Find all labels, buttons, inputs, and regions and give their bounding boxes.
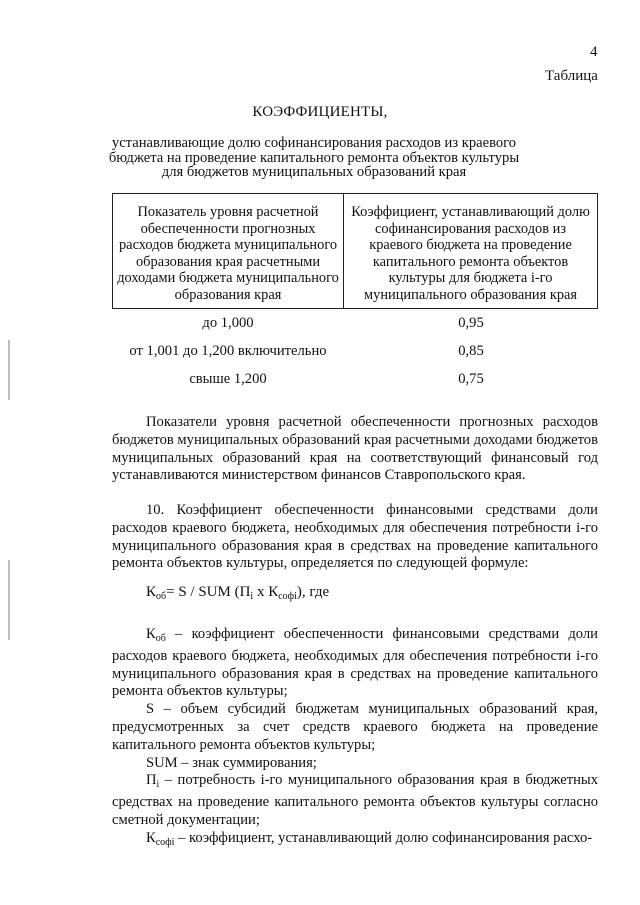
coefficients-table	[112, 193, 598, 393]
document-title: КОЭФФИЦИЕНТЫ,	[252, 104, 388, 120]
symbol: К	[146, 829, 156, 846]
table-row	[112, 365, 598, 393]
margin-mark	[8, 560, 10, 640]
table-header	[112, 193, 598, 309]
definition-kob	[112, 626, 598, 701]
definition-text: SUM – знак суммирования;	[146, 754, 317, 771]
header-coefficient: Коэффициент, устанавливающий долю софинансирования расходов из краевого бюджета на проведение капитального ремонта объектов культуры для бюджета i-го муниципального образования края	[351, 204, 590, 303]
header-indicator: Показатель уровня расчетной обеспеченности прогнозных расходов бюджета муниципального образования края расчетными доходами бюджета муниципального образования края	[113, 194, 344, 308]
table-row	[112, 337, 598, 365]
formula-x: х К	[253, 584, 279, 600]
definition-s	[112, 701, 598, 754]
paragraph-item-10	[112, 502, 598, 573]
definition-sum	[112, 755, 598, 773]
paragraph-indicators	[112, 414, 598, 485]
symbol-sub: об	[155, 633, 166, 644]
row-coefficient: 0,75	[458, 370, 484, 387]
formula-k-sub: об	[156, 591, 167, 602]
definition-ksofi	[112, 830, 598, 852]
formula-k: К	[146, 584, 157, 600]
definition-text: – коэффициент обеспеченности финансовыми средствами доли расходов краевого бюджета, необходимых для обеспечения потребности i-го муниципального образования края в средствах на проведение капитального ремонта объектов культуры;	[112, 626, 598, 700]
formula	[146, 584, 329, 602]
table-label: Таблица	[545, 68, 598, 84]
definition-text: – потребность i-го муниципального образования края в бюджетных средствах на проведение капитального ремонта объектов культуры согласно сметной документации;	[112, 772, 598, 828]
document-subtitle: устанавливающие долю софинансирования расходов из краевого бюджета на проведение капитального ремонта объектов культуры для бюджетов муниципальных образований края	[108, 135, 520, 180]
formula-end: ), где	[296, 584, 330, 600]
formula-mid: = S / SUM (П	[166, 584, 251, 600]
row-indicator: от 1,001 до 1,200 включительно	[129, 342, 327, 359]
symbol: П	[146, 772, 157, 789]
row-coefficient: 0,85	[458, 342, 484, 359]
definitions	[112, 626, 598, 852]
symbol: К	[146, 626, 156, 642]
formula-p-sub: i	[250, 591, 254, 602]
paragraph-text: 10. Коэффициент обеспеченности финансовыми средствами доли расходов краевого бюджета, необходимых для обеспечения потребности i-го муниципального образования края в средствах на проведение капитального ремонта объектов культуры, определяется по следующей формуле:	[112, 502, 598, 572]
row-indicator: до 1,000	[202, 314, 254, 331]
formula-c-sub: софi	[278, 591, 297, 602]
definition-text: S – объем субсидий бюджетам муниципальных образований края, предусмотренных за счет средств краевого бюджета на проведение капитального ремонта объектов культуры;	[112, 701, 598, 753]
symbol-sub: софi	[155, 836, 175, 848]
margin-mark	[8, 340, 10, 400]
row-coefficient: 0,95	[458, 314, 484, 331]
definition-text: – коэффициент, устанавливающий долю софинансирования расхо-	[174, 829, 593, 846]
symbol-sub: i	[156, 779, 160, 791]
paragraph-text: Показатели уровня расчетной обеспеченности прогнозных расходов бюджетов муниципальных образований края расчетными доходами бюджетов муниципальных образований края на соответствующий финансовый год устанавливаются министерством финансов Ставропольского края.	[112, 414, 598, 484]
definition-pi	[112, 772, 598, 829]
table-row	[112, 309, 598, 337]
row-indicator: свыше 1,200	[189, 370, 267, 387]
page-number: 4	[590, 44, 598, 60]
